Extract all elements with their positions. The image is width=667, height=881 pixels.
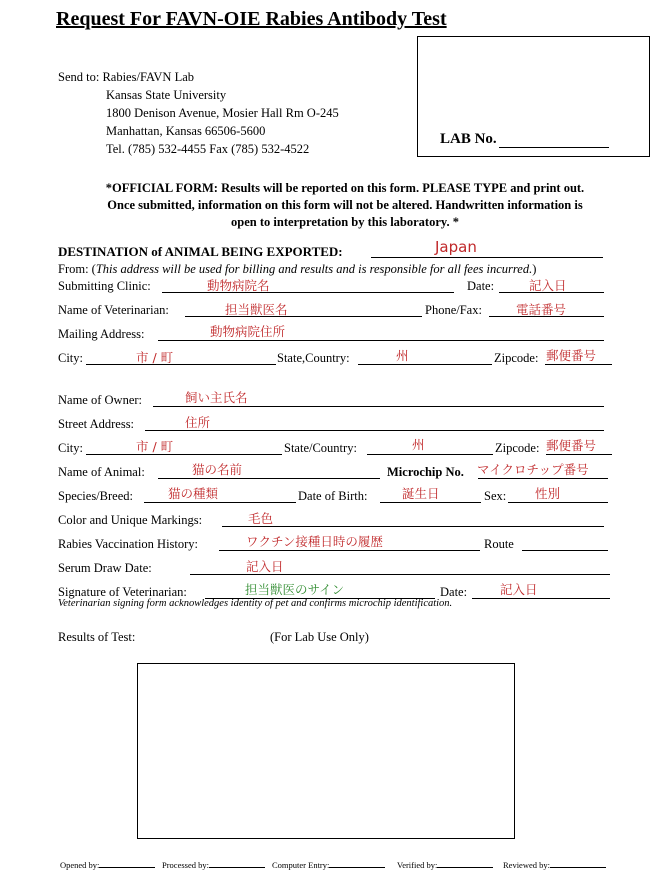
route-line bbox=[522, 550, 608, 551]
street-line bbox=[145, 430, 604, 431]
species-line bbox=[144, 502, 296, 503]
date2-label: Date: bbox=[440, 585, 468, 599]
date1-value[interactable]: 記入日 bbox=[529, 278, 567, 293]
official-notice-line-1: *OFFICIAL FORM: Results will be reported on this form. PLEASE TYPE and print out. bbox=[105, 181, 585, 195]
footer-verified: Verified by: bbox=[397, 860, 493, 870]
destination-value[interactable]: Japan bbox=[435, 238, 477, 256]
date1-label: Date: bbox=[467, 279, 495, 293]
species-label: Species/Breed: bbox=[58, 489, 133, 503]
date2-line bbox=[472, 598, 610, 599]
color-line bbox=[222, 526, 604, 527]
microchip-label: Microchip No. bbox=[387, 465, 464, 479]
zipcode1-line bbox=[545, 364, 612, 365]
species-value[interactable]: 猫の種類 bbox=[168, 486, 219, 501]
zipcode1-label: Zipcode: bbox=[494, 351, 539, 365]
city2-line bbox=[86, 454, 282, 455]
send-to-label: Send to: bbox=[58, 70, 100, 84]
sex-value[interactable]: 性別 bbox=[535, 486, 561, 501]
send-to-line-3: 1800 Denison Avenue, Mosier Hall Rm O-245 bbox=[106, 106, 339, 120]
state-country1-line bbox=[358, 364, 492, 365]
vaccination-label: Rabies Vaccination History: bbox=[58, 537, 199, 551]
official-notice-line-2: Once submitted, information on this form will not be altered. Handwritten information is bbox=[107, 198, 583, 212]
dob-label: Date of Birth: bbox=[298, 489, 368, 503]
color-value[interactable]: 毛色 bbox=[248, 511, 274, 526]
state-country1-label: State,Country: bbox=[277, 351, 350, 365]
vaccination-value[interactable]: ワクチン接種日時の履歴 bbox=[246, 534, 383, 549]
submitting-clinic-value[interactable]: 動物病院名 bbox=[207, 278, 270, 293]
send-to-line-1: Rabies/FAVN Lab bbox=[102, 70, 194, 84]
signing-note: Veterinarian signing form acknowledges identity of pet and confirms microchip identification. bbox=[58, 598, 453, 609]
state-country2-label: State/Country: bbox=[284, 441, 357, 455]
animal-value[interactable]: 猫の名前 bbox=[192, 462, 243, 477]
owner-value[interactable]: 飼い主氏名 bbox=[185, 390, 248, 405]
city1-value[interactable]: 市 / 町 bbox=[136, 350, 174, 365]
lab-use-label: (For Lab Use Only) bbox=[270, 630, 369, 644]
serum-label: Serum Draw Date: bbox=[58, 561, 152, 575]
lab-number-line bbox=[499, 133, 609, 148]
official-notice-line-3: open to interpretation by this laboratory. * bbox=[231, 215, 459, 229]
state-country2-line bbox=[367, 454, 493, 455]
animal-line bbox=[158, 478, 380, 479]
city2-label: City: bbox=[58, 441, 84, 455]
results-label: Results of Test: bbox=[58, 630, 136, 644]
street-label: Street Address: bbox=[58, 417, 135, 431]
submitting-clinic-label: Submitting Clinic: bbox=[58, 279, 151, 293]
sex-line bbox=[508, 502, 608, 503]
veterinarian-line bbox=[185, 316, 422, 317]
send-to-line-4: Manhattan, Kansas 66506-5600 bbox=[106, 124, 266, 138]
signature-value[interactable]: 担当獣医のサイン bbox=[245, 582, 345, 597]
send-to-line-5: Tel. (785) 532-4455 Fax (785) 532-4522 bbox=[106, 142, 310, 156]
state-country1-value[interactable]: 州 bbox=[396, 348, 409, 363]
send-to-line-2: Kansas State University bbox=[106, 88, 227, 102]
route-label: Route bbox=[484, 537, 514, 551]
phone-fax-label: Phone/Fax: bbox=[425, 303, 482, 317]
veterinarian-label: Name of Veterinarian: bbox=[58, 303, 169, 317]
dob-line bbox=[380, 502, 481, 503]
destination-line bbox=[371, 257, 603, 258]
mailing-address-value[interactable]: 動物病院住所 bbox=[210, 324, 286, 339]
city1-line bbox=[86, 364, 276, 365]
state-country2-value[interactable]: 州 bbox=[412, 437, 425, 452]
from-note: From: (This address will be used for billing and results and is responsible for all fees incurred.) bbox=[58, 262, 537, 276]
date2-value[interactable]: 記入日 bbox=[500, 582, 538, 597]
veterinarian-value[interactable]: 担当獣医名 bbox=[225, 302, 288, 317]
lab-number-label: LAB No. bbox=[440, 131, 497, 147]
footer-reviewed: Reviewed by: bbox=[503, 860, 606, 870]
owner-line bbox=[153, 406, 604, 407]
mailing-address-label: Mailing Address: bbox=[58, 327, 145, 341]
footer-computer-entry: Computer Entry: bbox=[272, 860, 385, 870]
microchip-value[interactable]: マイクロチップ番号 bbox=[477, 462, 589, 477]
serum-value[interactable]: 記入日 bbox=[246, 559, 284, 574]
dob-value[interactable]: 誕生日 bbox=[402, 486, 440, 501]
footer-processed: Processed by: bbox=[162, 860, 265, 870]
color-label: Color and Unique Markings: bbox=[58, 513, 203, 527]
form-title: Request For FAVN-OIE Rabies Antibody Test bbox=[56, 8, 447, 30]
official-notice bbox=[0, 180, 667, 231]
phone-fax-value[interactable]: 電話番号 bbox=[516, 302, 567, 317]
destination-label: DESTINATION of ANIMAL BEING EXPORTED: bbox=[58, 244, 343, 259]
mailing-address-line bbox=[158, 340, 604, 341]
street-value[interactable]: 住所 bbox=[185, 415, 211, 430]
owner-label: Name of Owner: bbox=[58, 393, 142, 407]
zipcode2-label: Zipcode: bbox=[495, 441, 540, 455]
zipcode2-line bbox=[546, 454, 612, 455]
city1-label: City: bbox=[58, 351, 84, 365]
submitting-clinic-line bbox=[162, 292, 454, 293]
lab-number bbox=[440, 131, 609, 148]
animal-label: Name of Animal: bbox=[58, 465, 145, 479]
footer-opened: Opened by: bbox=[60, 860, 155, 870]
signature-label: Signature of Veterinarian: bbox=[58, 585, 187, 599]
sex-label: Sex: bbox=[484, 489, 507, 503]
send-to-block bbox=[58, 68, 339, 158]
microchip-line bbox=[478, 478, 608, 479]
zipcode1-value[interactable]: 郵便番号 bbox=[546, 348, 597, 363]
vaccination-line bbox=[219, 550, 480, 551]
city2-value[interactable]: 市 / 町 bbox=[136, 439, 174, 454]
zipcode2-value[interactable]: 郵便番号 bbox=[546, 438, 597, 453]
results-box bbox=[137, 663, 515, 839]
